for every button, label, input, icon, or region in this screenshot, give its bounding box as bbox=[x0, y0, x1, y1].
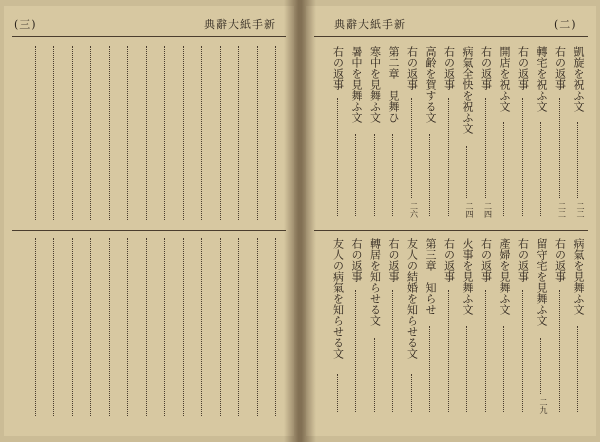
dot-leader bbox=[146, 46, 147, 220]
toc-entry-title: 右の返事 bbox=[442, 238, 456, 282]
dot-leader bbox=[355, 290, 356, 412]
toc-entry-title: 第二章 見舞ひ bbox=[387, 46, 400, 123]
dot-leader bbox=[337, 98, 338, 216]
dot-leader bbox=[183, 46, 184, 220]
dot-leader bbox=[374, 134, 375, 216]
right-page-number: (二) bbox=[554, 18, 577, 31]
dot-leader bbox=[127, 238, 128, 416]
dot-leader bbox=[109, 46, 110, 220]
dot-leader bbox=[90, 46, 91, 220]
toc-entry-title: 右の返事 bbox=[405, 46, 419, 90]
toc-entry-title: 右の返事 bbox=[516, 46, 530, 90]
toc-entry-title: 開店を祝ふ文 bbox=[498, 46, 511, 112]
left-running-head: 典辭大紙手新 bbox=[204, 18, 276, 31]
toc-page-number: 二二 bbox=[557, 202, 567, 218]
dot-leader bbox=[164, 46, 165, 220]
dot-leader bbox=[448, 98, 449, 216]
toc-entry-title: 病氣全快を祝ふ文 bbox=[461, 46, 474, 134]
dot-leader bbox=[201, 238, 202, 416]
dot-leader bbox=[72, 46, 73, 220]
dot-leader bbox=[146, 238, 147, 416]
toc-entry-title: 寒中を見舞ふ文 bbox=[368, 46, 382, 123]
right-middle-rule bbox=[314, 230, 588, 231]
dot-leader bbox=[337, 374, 338, 412]
dot-leader bbox=[392, 290, 393, 412]
dot-leader bbox=[374, 338, 375, 412]
toc-page-number: 二二 bbox=[576, 202, 585, 218]
toc-page-number: 二六 bbox=[409, 202, 419, 218]
dot-leader bbox=[559, 98, 560, 198]
toc-page-number: 二四 bbox=[483, 202, 493, 218]
dot-leader bbox=[238, 46, 239, 220]
dot-leader bbox=[127, 46, 128, 220]
left-middle-rule bbox=[12, 230, 286, 231]
dot-leader bbox=[238, 238, 239, 416]
dot-leader bbox=[355, 134, 356, 216]
dot-leader bbox=[275, 46, 276, 220]
dot-leader bbox=[522, 290, 523, 412]
book-gutter bbox=[284, 0, 316, 442]
toc-entry-title: 留守宅を見舞ふ文 bbox=[535, 238, 548, 326]
dot-leader bbox=[109, 238, 110, 416]
dot-leader bbox=[35, 46, 36, 220]
dot-leader bbox=[448, 290, 449, 412]
toc-entry-title: 第三章 知らせ bbox=[424, 238, 437, 315]
dot-leader bbox=[503, 122, 504, 216]
left-page-number: (三) bbox=[14, 18, 37, 31]
dot-leader bbox=[466, 326, 467, 412]
toc-entry-title: 友人の病氣を知らせる文 bbox=[331, 238, 345, 359]
dot-leader bbox=[220, 46, 221, 220]
dot-leader bbox=[392, 134, 393, 216]
dot-leader bbox=[201, 46, 202, 220]
dot-leader bbox=[485, 98, 486, 198]
toc-entry-title: 病氣を見舞ふ文 bbox=[572, 238, 585, 315]
right-running-head: 典辭大紙手新 bbox=[334, 18, 406, 31]
dot-leader bbox=[72, 238, 73, 416]
toc-entry-title: 右の返事 bbox=[516, 238, 530, 282]
dot-leader bbox=[540, 122, 541, 216]
toc-page-number: 二九 bbox=[539, 398, 548, 414]
toc-entry-title: 轉居を知らせる文 bbox=[368, 238, 382, 326]
dot-leader bbox=[577, 326, 578, 412]
dot-leader bbox=[429, 326, 430, 412]
toc-entry-title: 右の返事 bbox=[442, 46, 456, 90]
dot-leader bbox=[183, 238, 184, 416]
toc-entry-title: 右の返事 bbox=[387, 238, 400, 282]
dot-leader bbox=[559, 290, 560, 412]
left-header-rule bbox=[12, 36, 286, 37]
toc-entry-title: 右の返事 bbox=[553, 238, 567, 282]
toc-entry-title: 友人の結婚を知らせる文 bbox=[405, 238, 419, 359]
toc-entry-title: 轉宅を祝ふ文 bbox=[535, 46, 548, 112]
dot-leader bbox=[429, 134, 430, 216]
dot-leader bbox=[257, 46, 258, 220]
right-header-rule bbox=[314, 36, 588, 37]
toc-entry-title: 產婦を見舞ふ文 bbox=[498, 238, 511, 315]
dot-leader bbox=[35, 238, 36, 416]
dot-leader bbox=[485, 290, 486, 412]
toc-entry-title: 右の返事 bbox=[479, 46, 493, 90]
toc-entry-title: 火事を見舞ふ文 bbox=[461, 238, 474, 315]
dot-leader bbox=[53, 46, 54, 220]
dot-leader bbox=[411, 98, 412, 198]
dot-leader bbox=[411, 374, 412, 412]
toc-entry-title: 高齢を賀する文 bbox=[424, 46, 437, 123]
dot-leader bbox=[220, 238, 221, 416]
dot-leader bbox=[257, 238, 258, 416]
dot-leader bbox=[503, 326, 504, 412]
toc-entry-title: 凱旋を祝ふ文 bbox=[572, 46, 585, 112]
dot-leader bbox=[522, 98, 523, 216]
dot-leader bbox=[164, 238, 165, 416]
toc-entry-title: 右の返事 bbox=[331, 46, 345, 90]
toc-entry-title: 右の返事 bbox=[479, 238, 493, 282]
dot-leader bbox=[90, 238, 91, 416]
toc-entry-title: 暑中を見舞ふ文 bbox=[350, 46, 363, 123]
dot-leader bbox=[466, 146, 467, 198]
dot-leader bbox=[540, 338, 541, 394]
right-page bbox=[306, 6, 596, 436]
toc-entry-title: 右の返事 bbox=[553, 46, 567, 90]
left-page bbox=[4, 6, 294, 436]
toc-entry-title: 右の返事 bbox=[350, 238, 363, 282]
dot-leader bbox=[275, 238, 276, 416]
dot-leader bbox=[53, 238, 54, 416]
toc-page-number: 二四 bbox=[465, 202, 474, 218]
dot-leader bbox=[577, 122, 578, 198]
